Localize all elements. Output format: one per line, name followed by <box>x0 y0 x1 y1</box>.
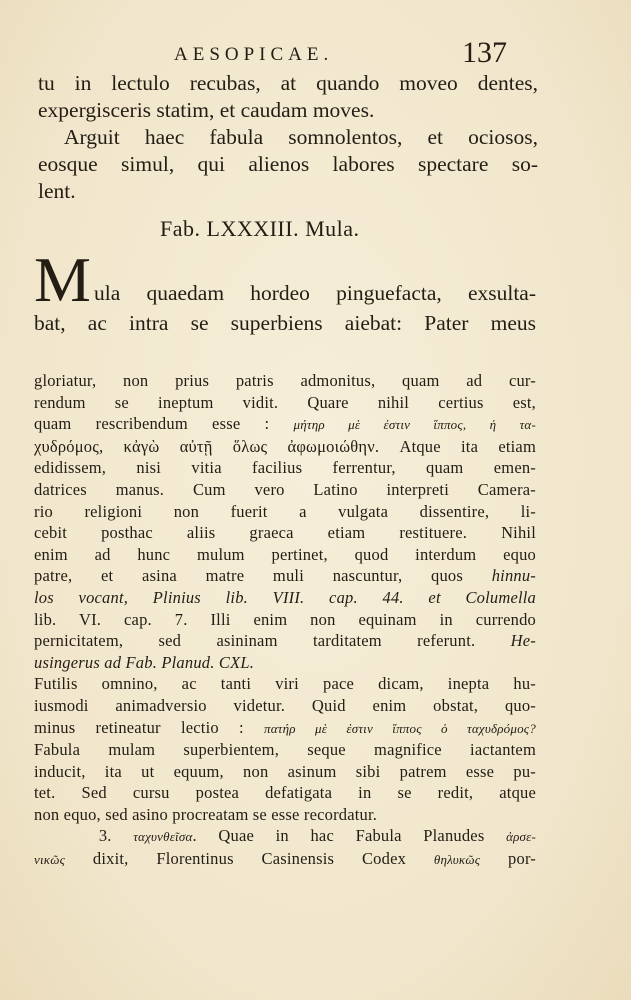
note-text: quam rescribendum esse : <box>34 414 270 434</box>
greek-text: πατήρ μὲ ἐστιν ἵππος ὁ ταχυδρόμος? <box>264 720 536 736</box>
note-line: inducit, ita ut equum, non asinum sibi patrem esse pu- <box>34 761 536 781</box>
note-line: edidissem, nisi vitia facilius ferrentur, quam emen- <box>34 458 536 478</box>
text-line: expergisceris statim, et caudam moves. <box>38 98 375 122</box>
note-number: 3. <box>98 826 112 846</box>
italic-word: hinnu- <box>491 566 536 586</box>
note-line <box>34 717 536 740</box>
note-line: cebit posthac aliis graeca etiam restituere. Nihil <box>34 523 536 543</box>
note-line: datrices manus. Cum vero Latino interpreti Camera- <box>34 479 536 499</box>
greek-text: ταχυνθεῖσα <box>133 829 193 845</box>
note-line <box>34 652 536 674</box>
note-text: dixit, Florentinus Casinensis Codex <box>92 849 407 869</box>
note-line: Futilis omnino, ac tanti viri pace dicam, inepta hu- <box>34 674 536 694</box>
note-line: non equo, sed asino procreatam se esse recordatur. <box>34 804 378 824</box>
greek-text: θηλυκῶς <box>433 852 481 868</box>
note-line: gloriatur, non prius patris admonitus, quam ad cur- <box>34 371 536 390</box>
footnotes <box>34 370 536 871</box>
text-line: tu in lectulo recubas, at quando moveo dentes, <box>38 71 538 95</box>
note-line: χυδρόμος, κἀγὼ αὐτῇ ὅλως ἀφωμοιώθην. Atque ita etiam <box>34 436 536 456</box>
note-line <box>34 630 536 652</box>
note-text: usingerus ad Fab. Planud. CXL. <box>34 652 255 672</box>
note-text: los vocant, Plinius lib. VIII. cap. 44. et Columella <box>34 587 536 607</box>
note-line: lib. VI. cap. 7. Illi enim non equinam in currendo <box>34 609 536 629</box>
text-line: ula quaedam hordeo pinguefacta, exsulta- <box>94 281 536 305</box>
note-line: iusmodi animadversio videtur. Quid enim obstat, quo- <box>34 695 536 715</box>
note-line <box>34 565 536 587</box>
running-title: AESOPICAE. <box>174 44 334 65</box>
text-line: Arguit haec fabula somnolentos, et ociosos, <box>64 125 538 149</box>
note-line <box>34 825 536 848</box>
note-line: enim ad hunc mulum pertinet, quod interdum equo <box>34 544 536 564</box>
fable-opening <box>34 244 536 344</box>
note-text: minus retineatur lectio : <box>34 717 244 737</box>
note-text: pernicitatem, sed asininam tarditatem referunt. <box>34 631 476 651</box>
greek-text: ἀρσε- <box>506 829 537 845</box>
italic-word: He- <box>510 631 537 651</box>
note-text: . Quae in hac Fabula Planudes <box>192 826 485 846</box>
note-line: Fabula mulam superbientem, seque magnifice iactantem <box>34 740 536 760</box>
greek-text: νικῶς <box>34 852 66 868</box>
note-line: tet. Sed cursu postea defatigata in se redit, atque <box>34 783 536 803</box>
drop-cap: M <box>34 244 91 315</box>
main-text <box>38 70 538 205</box>
note-text: por- <box>508 849 537 869</box>
greek-text: μήτηρ μὲ ἐστιν ἵππος, ἡ τα- <box>293 417 536 433</box>
note-line: rio religioni non fuerit a vulgata dissentire, li- <box>34 501 536 521</box>
page-number: 137 <box>462 36 507 69</box>
note-line <box>34 848 536 871</box>
text-line: eosque simul, qui alienos labores spectare so- <box>38 152 538 176</box>
fable-title: Fab. LXXXIII. Mula. <box>160 216 360 241</box>
text-line: lent. <box>38 179 76 203</box>
page-header <box>160 38 540 68</box>
note-text: patre, et asina matre muli nascuntur, quos <box>34 566 463 586</box>
note-line <box>34 413 536 436</box>
text-line: bat, ac intra se superbiens aiebat: Pater meus <box>34 311 536 335</box>
note-line: rendum se ineptum vidit. Quare nihil certius est, <box>34 392 536 412</box>
note-line <box>34 587 536 609</box>
